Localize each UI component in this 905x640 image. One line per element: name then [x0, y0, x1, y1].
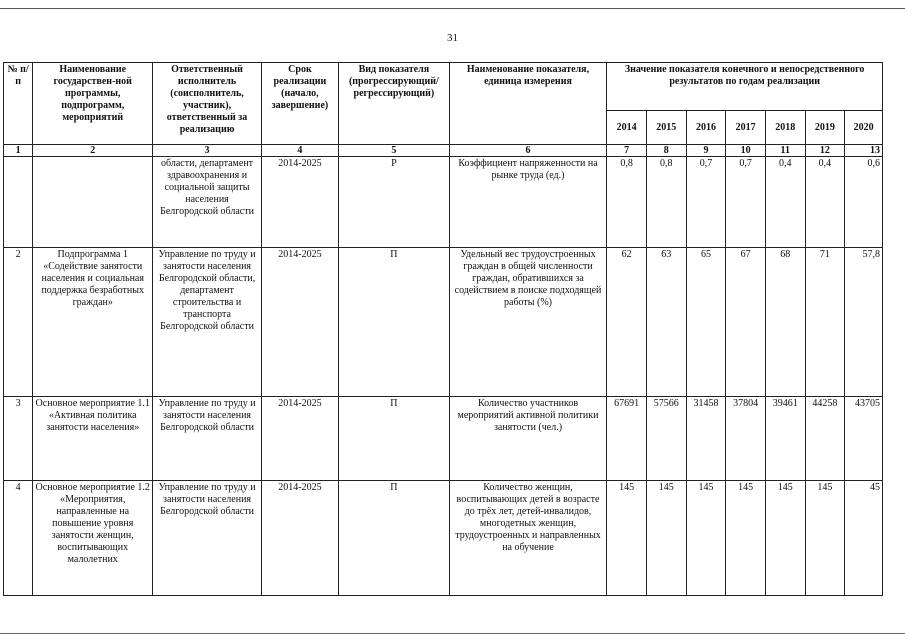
row-value-2017: 67 — [726, 248, 766, 397]
column-number: 5 — [339, 145, 450, 157]
row-indicator-type: П — [339, 397, 450, 481]
header-indicator-type: Вид показателя (прогрессирующий/ регрессирующий) — [339, 63, 450, 145]
row-name — [33, 157, 153, 248]
column-number: 13 — [845, 145, 883, 157]
row-number — [4, 157, 33, 248]
header-indicator-name: Наименование показателя, единица измерения — [449, 63, 607, 145]
header-year: 2016 — [686, 111, 726, 145]
row-value-2014: 0,8 — [607, 157, 647, 248]
column-numbers-row — [4, 145, 883, 157]
row-term: 2014-2025 — [261, 397, 338, 481]
column-number: 3 — [153, 145, 262, 157]
column-number: 7 — [607, 145, 647, 157]
row-value-2020: 57,8 — [845, 248, 883, 397]
row-value-2016: 0,7 — [686, 157, 726, 248]
table-row — [4, 248, 883, 397]
row-indicator-type: П — [339, 481, 450, 596]
row-value-2020: 45 — [845, 481, 883, 596]
header-year: 2017 — [726, 111, 766, 145]
row-value-2019: 0,4 — [805, 157, 845, 248]
row-value-2019: 71 — [805, 248, 845, 397]
row-term: 2014-2025 — [261, 157, 338, 248]
row-value-2016: 31458 — [686, 397, 726, 481]
top-border-line — [0, 8, 905, 9]
row-value-2020: 0,6 — [845, 157, 883, 248]
row-value-2019: 44258 — [805, 397, 845, 481]
row-name: Основное мероприятие 1.2 «Мероприятия, направленные на повышение уровня занятости женщин, воспитывающих малолетних — [33, 481, 153, 596]
table-row — [4, 157, 883, 248]
row-number: 2 — [4, 248, 33, 397]
row-value-2014: 67691 — [607, 397, 647, 481]
row-value-2018: 0,4 — [765, 157, 805, 248]
row-value-2016: 65 — [686, 248, 726, 397]
header-num: № п/п — [4, 63, 33, 145]
row-responsible: Управление по труду и занятости населения Белгородской области, департамент строительства и транспорта Белгородской области — [153, 248, 262, 397]
row-value-2018: 39461 — [765, 397, 805, 481]
column-number: 1 — [4, 145, 33, 157]
row-value-2017: 0,7 — [726, 157, 766, 248]
row-value-2019: 145 — [805, 481, 845, 596]
table-row — [4, 481, 883, 596]
row-number: 3 — [4, 397, 33, 481]
row-value-2020: 43705 — [845, 397, 883, 481]
row-value-2015: 145 — [646, 481, 686, 596]
header-term: Срок реализации (начало, завершение) — [261, 63, 338, 145]
row-name: Основное мероприятие 1.1 «Активная политика занятости населения» — [33, 397, 153, 481]
row-value-2016: 145 — [686, 481, 726, 596]
row-value-2018: 68 — [765, 248, 805, 397]
row-value-2017: 37804 — [726, 397, 766, 481]
header-values-group: Значение показателя конечного и непосредственного результатов по годам реализации — [607, 63, 883, 111]
header-year: 2014 — [607, 111, 647, 145]
column-number: 11 — [765, 145, 805, 157]
header-year: 2019 — [805, 111, 845, 145]
row-responsible: области, департамент здравоохранения и социальной защиты населения Белгородской области — [153, 157, 262, 248]
header-year: 2018 — [765, 111, 805, 145]
row-indicator-name: Количество женщин, воспитывающих детей в возрасте до трёх лет, детей-инвалидов, многодетных женщин, трудоустроенных и направленных на обучение — [449, 481, 607, 596]
column-number: 9 — [686, 145, 726, 157]
table-row — [4, 397, 883, 481]
row-indicator-name: Количество участников мероприятий активной политики занятости (чел.) — [449, 397, 607, 481]
column-number: 10 — [726, 145, 766, 157]
header-year: 2015 — [646, 111, 686, 145]
row-value-2014: 145 — [607, 481, 647, 596]
row-indicator-name: Коэффициент напряженности на рынке труда (ед.) — [449, 157, 607, 248]
row-value-2015: 57566 — [646, 397, 686, 481]
column-number: 8 — [646, 145, 686, 157]
row-value-2017: 145 — [726, 481, 766, 596]
header-row — [4, 63, 883, 111]
row-value-2018: 145 — [765, 481, 805, 596]
indicators-table — [3, 62, 883, 596]
row-indicator-name: Удельный вес трудоустроенных граждан в общей численности граждан, обратившихся за содействием в поиске подходящей работы (%) — [449, 248, 607, 397]
header-year: 2020 — [845, 111, 883, 145]
row-value-2014: 62 — [607, 248, 647, 397]
row-number: 4 — [4, 481, 33, 596]
bottom-border-line — [0, 633, 905, 634]
row-responsible: Управление по труду и занятости населения Белгородской области — [153, 397, 262, 481]
row-responsible: Управление по труду и занятости населения Белгородской области — [153, 481, 262, 596]
row-indicator-type: Р — [339, 157, 450, 248]
row-name: Подпрограмма 1 «Содействие занятости населения и социальная поддержка безработных граждан» — [33, 248, 153, 397]
column-number: 6 — [449, 145, 607, 157]
row-indicator-type: П — [339, 248, 450, 397]
row-value-2015: 63 — [646, 248, 686, 397]
column-number: 2 — [33, 145, 153, 157]
header-responsible: Ответственный исполнитель (соисполнитель, участник), ответственный за реализацию — [153, 63, 262, 145]
column-number: 12 — [805, 145, 845, 157]
column-number: 4 — [261, 145, 338, 157]
page-number: 31 — [447, 32, 458, 44]
row-term: 2014-2025 — [261, 481, 338, 596]
row-value-2015: 0,8 — [646, 157, 686, 248]
row-term: 2014-2025 — [261, 248, 338, 397]
header-name: Наименование государствен-ной программы, подпрограмм, мероприятий — [33, 63, 153, 145]
